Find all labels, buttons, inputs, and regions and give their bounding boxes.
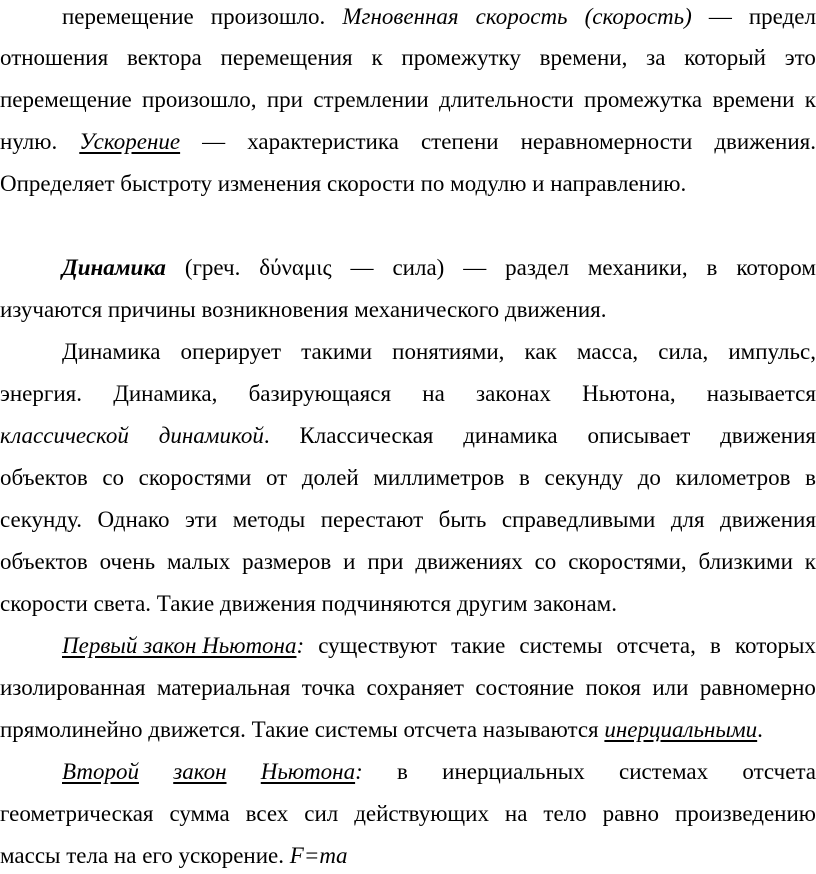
word: движения. bbox=[714, 129, 816, 154]
word: которых bbox=[735, 633, 816, 658]
line-text: прямолинейно движется. Такие системы отсчета называются bbox=[0, 717, 599, 742]
word: который bbox=[684, 45, 766, 70]
colon-mark: : bbox=[296, 633, 305, 658]
word: геометрическая bbox=[0, 801, 154, 826]
word: сил bbox=[304, 801, 339, 826]
word: при bbox=[266, 87, 303, 112]
word: степени bbox=[420, 129, 499, 154]
term-classical: классической bbox=[0, 423, 129, 448]
first-law-heading bbox=[62, 630, 304, 662]
text-line-3 bbox=[0, 84, 816, 116]
term-first-newton-law: Первый закон Ньютона bbox=[62, 633, 297, 658]
text-line-9 bbox=[0, 378, 816, 410]
word: объектов bbox=[0, 549, 88, 574]
line-text: Определяет быстроту изменения скорости по модулю и направлению. bbox=[0, 171, 687, 196]
text-line-5 bbox=[0, 168, 816, 200]
word: существуют bbox=[318, 633, 437, 658]
word: в bbox=[805, 465, 816, 490]
word: в bbox=[397, 759, 408, 784]
word: отсчета, bbox=[616, 633, 696, 658]
word: динамика bbox=[463, 423, 558, 448]
word: называется bbox=[706, 381, 816, 406]
word: в bbox=[706, 255, 718, 280]
word: к bbox=[804, 87, 816, 112]
term-dynamics-group bbox=[159, 420, 270, 452]
word: перемещение bbox=[0, 87, 132, 112]
text-line-8 bbox=[62, 336, 816, 368]
term-instant-velocity: Мгновенная bbox=[342, 4, 459, 29]
word: секунду. bbox=[0, 507, 83, 532]
word: равномерно bbox=[699, 675, 816, 700]
word: — bbox=[350, 255, 374, 280]
word: миллиметров bbox=[373, 465, 505, 490]
word: при bbox=[367, 549, 404, 574]
text-line-13 bbox=[0, 546, 816, 578]
word: на bbox=[504, 801, 528, 826]
word: к bbox=[804, 549, 816, 574]
term-classical-dynamics: динамикой bbox=[158, 423, 264, 448]
word: отсчета bbox=[742, 759, 816, 784]
word: состояние bbox=[475, 675, 575, 700]
word: перестают bbox=[320, 507, 424, 532]
second-law-heading-end bbox=[261, 756, 363, 788]
text-line-11 bbox=[0, 462, 816, 494]
colon-mark: : bbox=[355, 759, 363, 784]
word: базирующаяся bbox=[248, 381, 392, 406]
word: или bbox=[652, 675, 689, 700]
word: от bbox=[265, 465, 288, 490]
word: в bbox=[519, 465, 530, 490]
word: (греч. bbox=[184, 255, 241, 280]
term-dynamics: Динамика bbox=[62, 255, 166, 280]
word: времени bbox=[712, 87, 795, 112]
word: скорость bbox=[475, 4, 568, 29]
word: малых bbox=[166, 549, 231, 574]
word: масса, bbox=[576, 339, 639, 364]
word: со bbox=[102, 465, 125, 490]
word: сила, bbox=[658, 339, 709, 364]
word: в bbox=[710, 633, 721, 658]
word-greek: δύναμις bbox=[259, 255, 332, 280]
text-line-19 bbox=[0, 798, 816, 830]
line-text: изучаются причины возникновения механического движения. bbox=[0, 297, 607, 322]
text-line-4 bbox=[0, 126, 816, 158]
word: механики, bbox=[587, 255, 688, 280]
word: секунду bbox=[544, 465, 624, 490]
word: вектора bbox=[126, 45, 202, 70]
word: скоростями bbox=[138, 465, 252, 490]
text-line-15 bbox=[62, 630, 816, 662]
word: очень bbox=[99, 549, 156, 574]
term-inertial: инерциальными bbox=[604, 717, 758, 742]
text-line-10 bbox=[0, 420, 816, 452]
word: эти bbox=[185, 507, 218, 532]
word: объектов bbox=[0, 465, 88, 490]
period-mark: . bbox=[263, 423, 270, 448]
period-mark: . bbox=[757, 717, 763, 742]
word: Динамика, bbox=[113, 381, 218, 406]
text-line-16 bbox=[0, 672, 816, 704]
word: — bbox=[202, 129, 226, 154]
formula-f-ma: F=ma bbox=[289, 843, 348, 868]
word: равно bbox=[602, 801, 659, 826]
word: Классическая bbox=[299, 423, 434, 448]
word: долей bbox=[301, 465, 359, 490]
word: промежутка bbox=[584, 87, 703, 112]
word: произошло. bbox=[210, 4, 326, 29]
word: изолированная bbox=[0, 675, 146, 700]
word: близкими bbox=[698, 549, 793, 574]
word: скоростями, bbox=[568, 549, 687, 574]
word: справедливыми bbox=[501, 507, 656, 532]
term-second-law-word-1: Второй bbox=[62, 759, 139, 784]
word: произведению bbox=[674, 801, 816, 826]
text-line-20 bbox=[0, 840, 816, 872]
word: законах bbox=[476, 381, 551, 406]
word: раздел bbox=[505, 255, 569, 280]
word: материальная bbox=[156, 675, 291, 700]
word: такими bbox=[301, 339, 373, 364]
word: быть bbox=[438, 507, 487, 532]
word: неравномерности bbox=[520, 129, 693, 154]
word: как bbox=[524, 339, 557, 364]
word: покоя bbox=[585, 675, 641, 700]
word: перемещение bbox=[62, 4, 194, 29]
text-line-1 bbox=[62, 1, 816, 33]
text-line-6 bbox=[62, 252, 816, 284]
text-line-17 bbox=[0, 714, 816, 746]
text-line-2 bbox=[0, 42, 816, 74]
word: точка bbox=[301, 675, 356, 700]
word: системах bbox=[619, 759, 709, 784]
word: оперирует bbox=[180, 339, 282, 364]
text-line-14 bbox=[0, 588, 816, 620]
word: промежутку bbox=[401, 45, 521, 70]
line-text: скорости света. Такие движения подчиняются другим законам. bbox=[0, 591, 617, 616]
word: энергия. bbox=[0, 381, 82, 406]
word: для bbox=[670, 507, 705, 532]
word: и bbox=[343, 549, 356, 574]
word: всех bbox=[245, 801, 289, 826]
word: перемещения bbox=[220, 45, 353, 70]
word: — bbox=[708, 4, 732, 29]
word: Динамика bbox=[62, 339, 161, 364]
word: Однако bbox=[97, 507, 170, 532]
word: котором bbox=[736, 255, 816, 280]
term-acceleration: Ускорение bbox=[79, 129, 181, 154]
term-second-law-word-2: закон bbox=[173, 759, 227, 784]
word: методы bbox=[232, 507, 306, 532]
word: сила) bbox=[392, 255, 445, 280]
word: километров bbox=[675, 465, 791, 490]
word: за bbox=[646, 45, 666, 70]
word: до bbox=[637, 465, 661, 490]
word: Ньютона, bbox=[582, 381, 676, 406]
word: движения bbox=[720, 507, 816, 532]
word: отношения bbox=[0, 45, 109, 70]
word: действующих bbox=[354, 801, 489, 826]
word: нулю. bbox=[0, 129, 58, 154]
word: сумма bbox=[169, 801, 230, 826]
term-second-law-word-3: Ньютона bbox=[260, 759, 356, 784]
word: характеристика bbox=[247, 129, 399, 154]
word: (скорость) bbox=[584, 4, 692, 29]
word: — bbox=[463, 255, 487, 280]
word: произошло, bbox=[142, 87, 257, 112]
word: инерциальных bbox=[442, 759, 585, 784]
word: импульс, bbox=[728, 339, 816, 364]
word: на bbox=[422, 381, 445, 406]
word: такие bbox=[451, 633, 506, 658]
line-text: массы тела на его ускорение. bbox=[0, 843, 285, 868]
word: сохраняет bbox=[366, 675, 464, 700]
word: движениях bbox=[415, 549, 523, 574]
word: времени, bbox=[539, 45, 628, 70]
word: описывает bbox=[587, 423, 691, 448]
word: движения bbox=[720, 423, 816, 448]
word: предел bbox=[748, 4, 816, 29]
word: размеров bbox=[242, 549, 332, 574]
word: длительности bbox=[439, 87, 574, 112]
word: это bbox=[784, 45, 816, 70]
word: системы bbox=[519, 633, 603, 658]
word: стремлении bbox=[313, 87, 429, 112]
word: к bbox=[371, 45, 383, 70]
word: тело bbox=[543, 801, 587, 826]
text-line-18 bbox=[62, 756, 816, 788]
word: понятиями, bbox=[392, 339, 505, 364]
text-line-7 bbox=[0, 294, 816, 326]
word: со bbox=[534, 549, 557, 574]
text-line-12 bbox=[0, 504, 816, 536]
